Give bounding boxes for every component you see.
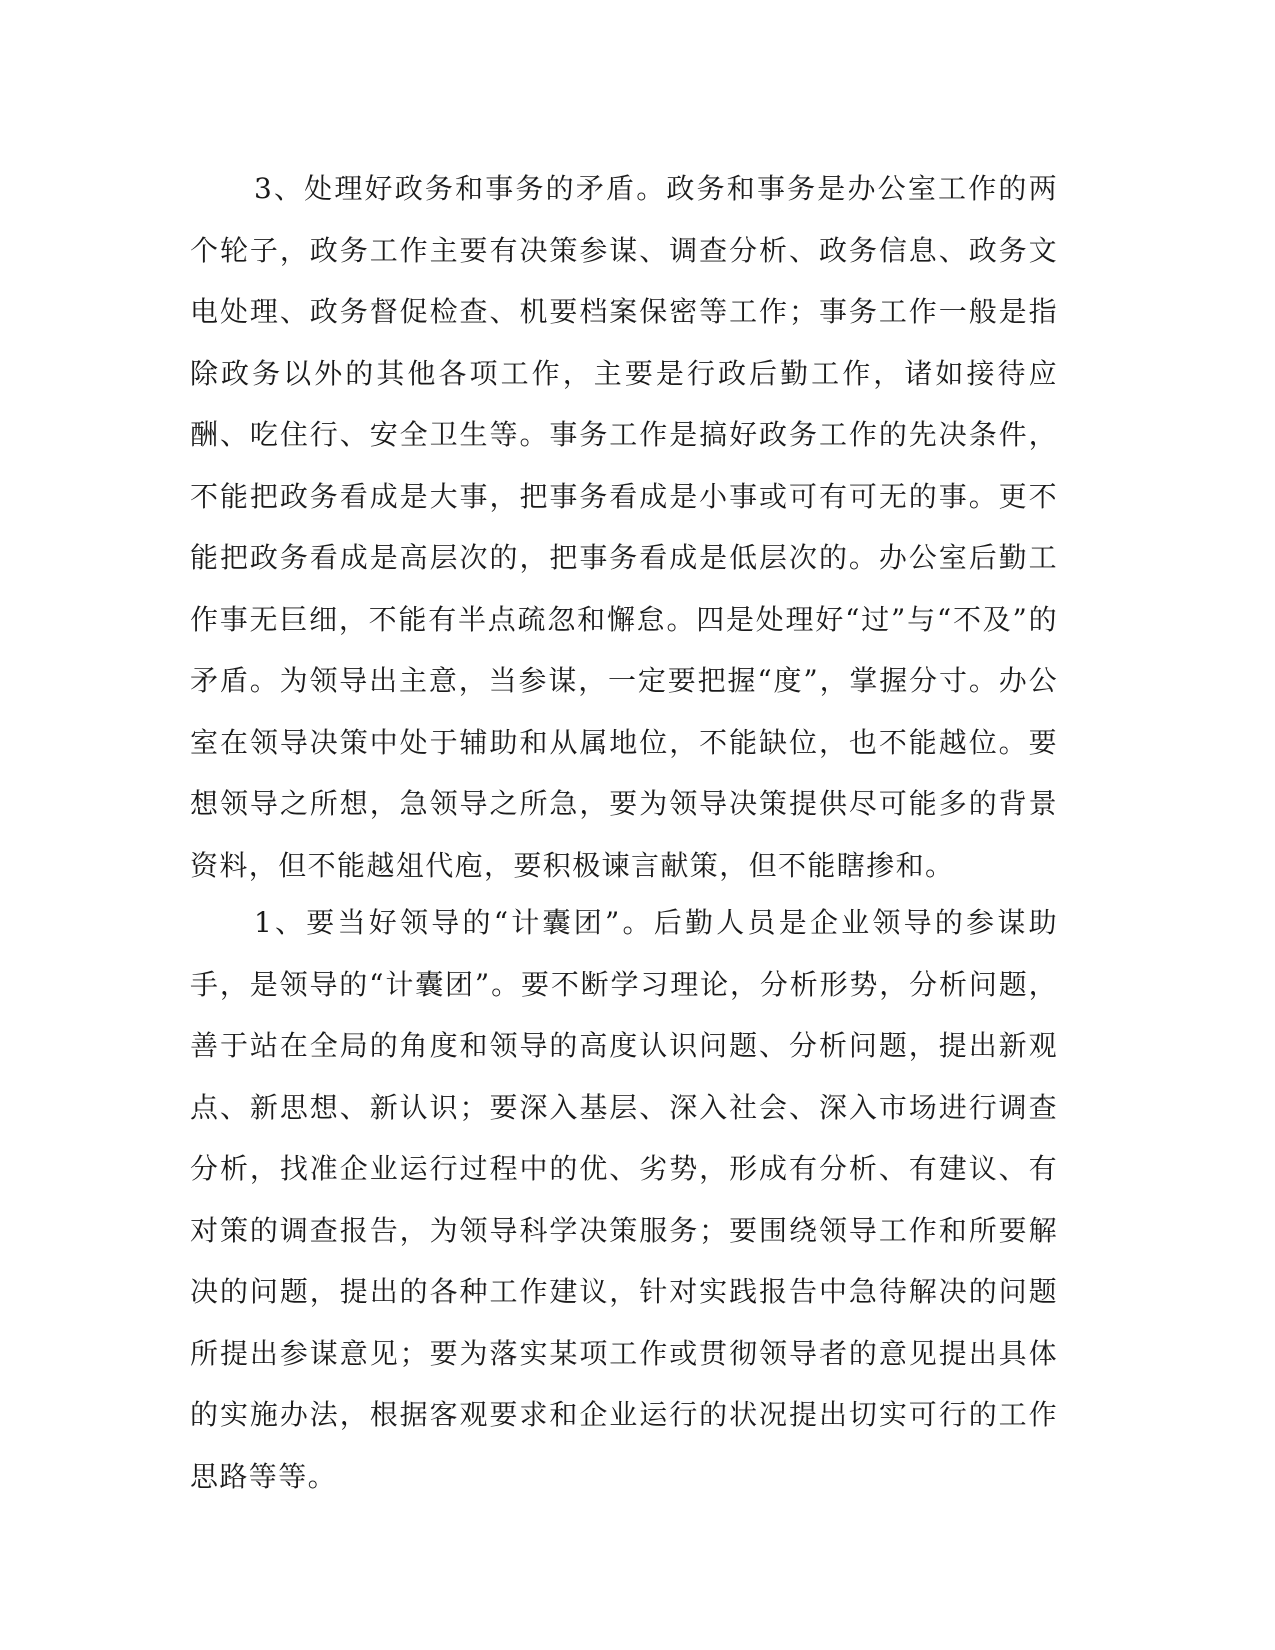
paragraph-advisory-team	[190, 892, 1058, 1507]
paragraph-political-affairs	[190, 158, 1058, 896]
paragraph-text: 1、要当好领导的“计囊团”。后勤人员是企业领导的参谋助手，是领导的“计囊团”。要不断学习理论，分析形势，分析问题，善于站在全局的角度和领导的高度认识问题、分析问题，提出新观点、新思想、新认识；要深入基层、深入社会、深入市场进行调查分析，找准企业运行过程中的优、劣势，形成有分析、有建议、有对策的调查报告，为领导科学决策服务；要围绕领导工作和所要解决的问题，提出的各种工作建议，针对实践报告中急待解决的问题所提出参谋意见；要为落实某项工作或贯彻领导者的意见提出具体的实施办法，根据客观要求和企业运行的状况提出切实可行的工作思路等等。	[190, 906, 1058, 1493]
paragraph-text: 3、处理好政务和事务的矛盾。政务和事务是办公室工作的两个轮子，政务工作主要有决策参谋、调查分析、政务信息、政务文电处理、政务督促检查、机要档案保密等工作；事务工作一般是指除政务以外的其他各项工作，主要是行政后勤工作，诸如接待应酬、吃住行、安全卫生等。事务工作是搞好政务工作的先决条件，不能把政务看成是大事，把事务看成是小事或可有可无的事。更不能把政务看成是高层次的，把事务看成是低层次的。办公室后勤工作事无巨细，不能有半点疏忽和懈怠。四是处理好“过”与“不及”的矛盾。为领导出主意，当参谋，一定要把握“度”，掌握分寸。办公室在领导决策中处于辅助和从属地位，不能缺位，也不能越位。要想领导之所想，急领导之所急，要为领导决策提供尽可能多的背景资料，但不能越俎代庖，要积极谏言献策，但不能瞎掺和。	[190, 172, 1058, 882]
